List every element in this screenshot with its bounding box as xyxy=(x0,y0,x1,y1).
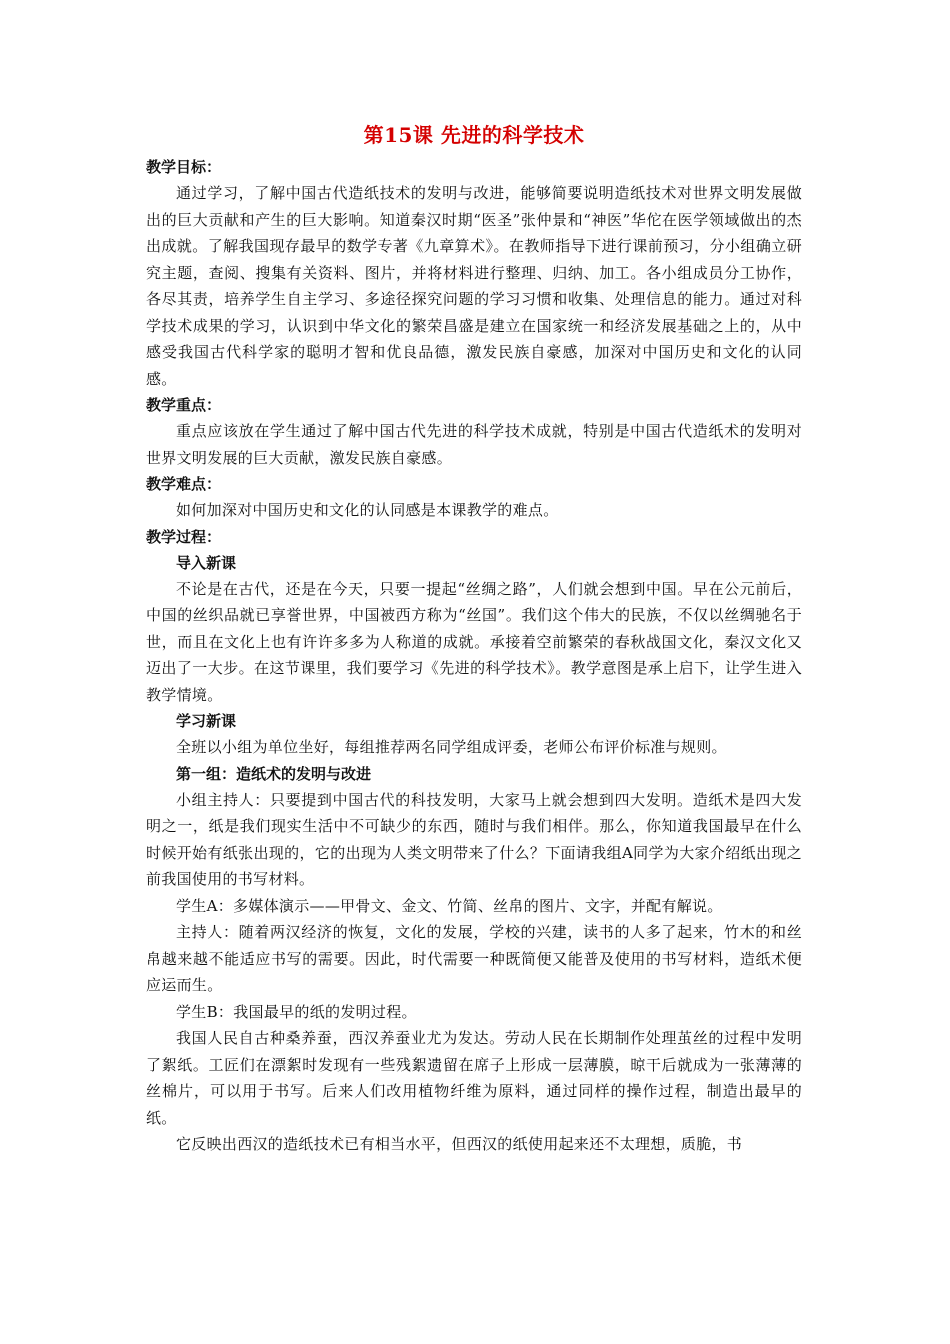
host-paragraph: 小组主持人：只要提到中国古代的科技发明，大家马上就会想到四大发明。造纸术是四大发明之一，纸是我们现实生活中不可缺少的东西，随时与我们相伴。那么，你知道我国最早在什么时候开始有纸张出现的，它的出现为人类文明带来了什么？下面请我组A同学为大家介绍纸出现之前我国使用的书写材料。 xyxy=(146,790,802,888)
student-b-paragraph: 学生B：我国最早的纸的发明过程。 xyxy=(176,1002,417,1021)
western-han-paragraph: 它反映出西汉的造纸技术已有相当水平，但西汉的纸使用起来还不太理想，质脆，书 xyxy=(176,1135,743,1153)
intro-subheading: 导入新课 xyxy=(176,553,237,572)
host-paragraph-2: 主持人：随着两汉经济的恢复，文化的发展，学校的兴建，读书的人多了起来，竹木的和丝帛越来越不能适应书写的需要。因此，时代需要一种既简便又能普及使用的书写材料，造纸术便应运而生。 xyxy=(146,923,802,994)
student-a-paragraph: 学生A：多媒体演示——甲骨文、金文、竹简、丝帛的图片、文字，并配有解说。 xyxy=(176,896,723,915)
intro-paragraph: 不论是在古代，还是在今天，只要一提起“丝绸之路”，人们就会想到中国。早在公元前后，中国的丝织品就已享誉世界，中国被西方称为“丝国”。我们这个伟大的民族，不仅以丝绸驰名于世，而且在文化上也有许许多多为人称道的成就。承接着空前繁荣的春秋战国文化，秦汉文化又迈出了一大步。在这节课里，我们要学习《先进的科学技术》。教学意图是承上启下，让学生进入教学情境。 xyxy=(146,579,802,704)
difficulties-paragraph: 如何加深对中国历史和文化的认同感是本课教学的难点。 xyxy=(176,501,559,519)
new-lesson-subheading: 学习新课 xyxy=(176,712,237,730)
objectives-paragraph: 通过学习，了解中国古代造纸技术的发明与改进，能够简要说明造纸技术对世界文明发展做出的巨大贡献和产生的巨大影响。知道秦汉时期“医圣”张仲景和“神医”华佗在医学领域做出的杰出成就。了解我国现存最早的数学专著《九章算术》。在教师指导下进行课前预习，分小组确立研究主题，查阅、搜集有关资料、图片，并将材料进行整理、归纳、加工。各小组成员分工协作，各尽其责，培养学生自主学习、多途径探究问题的学习习惯和收集、处理信息的能力。通过对科学技术成果的学习，认识到中华文化的繁荣昌盛是建立在国家统一和经济发展基础之上的，从中感受我国古代科学家的聪明才智和优良品德，激发民族自豪感，加深对中国历史和文化的认同感。 xyxy=(146,184,802,388)
group-one-subheading: 第一组：造纸术的发明与改进 xyxy=(176,764,372,783)
section-process-heading: 教学过程： xyxy=(146,527,222,546)
section-objectives-heading: 教学目标： xyxy=(146,158,222,176)
key-points-paragraph: 重点应该放在学生通过了解中国古代先进的科学技术成就，特别是中国古代造纸术的发明对世界文明发展的巨大贡献，激发民族自豪感。 xyxy=(146,422,802,467)
page-title: 第15课 先进的科学技术 xyxy=(363,123,585,147)
section-difficulties-heading: 教学难点： xyxy=(146,475,222,493)
document-page xyxy=(146,120,802,1158)
section-key-points-heading: 教学重点： xyxy=(146,396,222,414)
new-lesson-paragraph: 全班以小组为单位坐好，每组推荐两名同学组成评委，老师公布评价标准与规则。 xyxy=(176,738,727,756)
silk-paper-paragraph: 我国人民自古种桑养蚕，西汉养蚕业尤为发达。劳动人民在长期制作处理茧丝的过程中发明了絮纸。工匠们在漂絮时发现有一些残絮遗留在席子上形成一层薄膜，晾干后就成为一张薄薄的丝棉片，可以用于书写。后来人们改用植物纤维为原料，通过同样的操作过程，制造出最早的纸。 xyxy=(146,1029,802,1127)
